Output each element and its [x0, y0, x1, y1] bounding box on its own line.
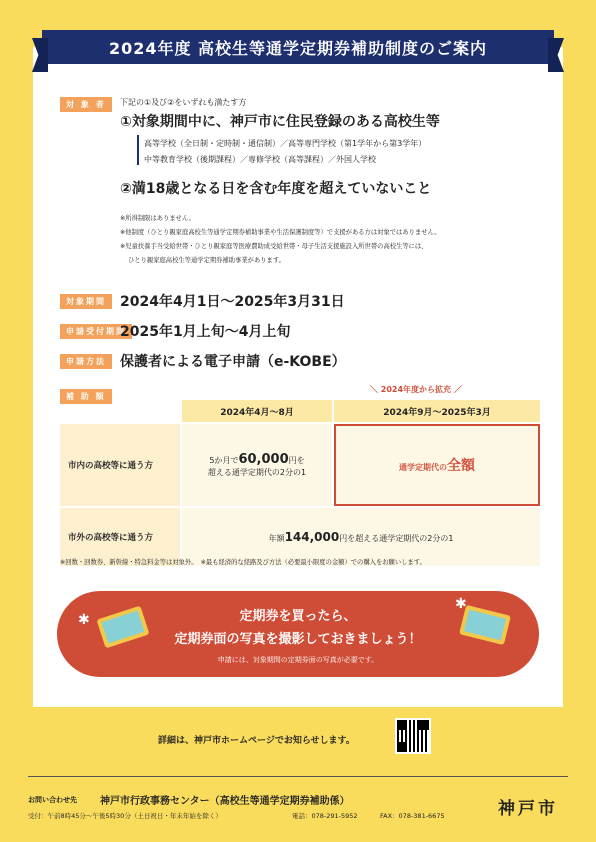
outside-suffix: 円を超える通学定期代の2分の1 — [339, 534, 454, 543]
subsidy-note: ※回数・回数券、新幹線・特急料金等は対象外。 ※最も経済的な経路及び方法（必要最小限度の金額）での購入をお願いします。 — [60, 559, 426, 566]
condition-1: ①対象期間中に、神戸市に住民登録のある高校生等 — [120, 114, 440, 130]
application-period-tag: 申請受付期間 — [60, 324, 132, 339]
row-label-city: 市内の高校等に通う方 — [60, 424, 180, 506]
qr-code-icon[interactable] — [395, 718, 431, 754]
note-2: ※他制度（ひとり親家庭高校生等通学定期券補助事業や生活保護制度等）で支援がある方は対象ではありません。 — [120, 229, 441, 236]
contact-label: お問い合わせ先 — [28, 796, 77, 804]
method-tag: 申請方法 — [60, 354, 112, 369]
banner-line-3: 申請には、対象期間の定期券面の写真が必要です。 — [217, 656, 379, 664]
details-text: 詳細は、神戸市ホームページでお知らせします。 — [158, 736, 355, 746]
fax: FAX：078-381-6675 — [380, 812, 445, 820]
banner-line-1: 定期券を買ったら、 — [239, 609, 357, 624]
banner-line-2: 定期券面の写真を撮影しておきましょう！ — [174, 632, 422, 647]
condition-2: ②満18歳となる日を含む年度を超えていないこと — [120, 181, 432, 197]
page-title: 2024年度 高校生等通学定期券補助制度のご案内 — [42, 30, 554, 64]
bracket-divider — [137, 135, 139, 165]
subsidy-tag: 補 助 額 — [60, 389, 112, 404]
note-1: ※所得制限はありません。 — [120, 215, 195, 222]
outside-amount: 144,000 — [284, 530, 340, 544]
city-late-cell — [334, 424, 540, 506]
eligibility-tag: 対 象 者 — [60, 97, 112, 112]
school-list-2: 中等教育学校（後期課程）／専修学校（高等課程）／外国人学校 — [144, 155, 376, 164]
city-early-prefix: 5か月で — [209, 456, 239, 465]
col-header-2: 2024年9月～2025年3月 — [334, 400, 540, 422]
footer-divider — [28, 776, 568, 777]
phone: 電話：078-291-5952 — [292, 812, 358, 820]
city-early-cell — [182, 424, 332, 506]
application-period-value: 2025年1月上旬～4月上旬 — [120, 324, 291, 340]
eligibility-intro: 下記の①及び②をいずれも満たす方 — [120, 98, 247, 107]
city-late-full: 全額 — [447, 458, 475, 474]
method-value: 保護者による電子申請（e-KOBE） — [120, 354, 346, 370]
sparkle-icon-left: ✱ — [78, 612, 90, 628]
expand-note: ＼ 2024年度から拡充 ／ — [370, 385, 462, 394]
school-list-1: 高等学校（全日制・定時制・通信制）／高等専門学校（第1学年から第3学年） — [144, 139, 427, 148]
city-early-suffix: 円を — [288, 456, 305, 465]
city-early-desc: 超える通学定期代の2分の1 — [207, 468, 307, 477]
office-name: 神戸市行政事務センター（高校生等通学定期券補助係） — [100, 796, 350, 807]
note-3b: ひとり親家庭高校生等通学定期券補助事業があります。 — [128, 257, 285, 264]
office-hours: 受付：午前8時45分～午後5時30分（土日祝日・年末年始を除く） — [28, 812, 222, 820]
period-tag: 対象期間 — [60, 294, 112, 309]
row-label-outside: 市外の高校等に通う方 — [60, 508, 180, 566]
col-header-1: 2024年4月～8月 — [182, 400, 332, 422]
period-value: 2024年4月1日～2025年3月31日 — [120, 294, 345, 310]
city-late-prefix: 通学定期代の — [399, 463, 447, 472]
subsidy-table — [58, 398, 542, 568]
city-logo: 神戸市 — [498, 799, 558, 819]
note-3a: ※児童扶養手当受給世帯・ひとり親家庭等医療費助成受給世帯・母子生活支援施設入所世帯の高校生等には、 — [120, 243, 428, 250]
outside-prefix: 年額 — [268, 534, 285, 543]
city-early-amount: 60,000 — [238, 452, 289, 467]
sparkle-icon-right: ✱ — [455, 596, 467, 612]
